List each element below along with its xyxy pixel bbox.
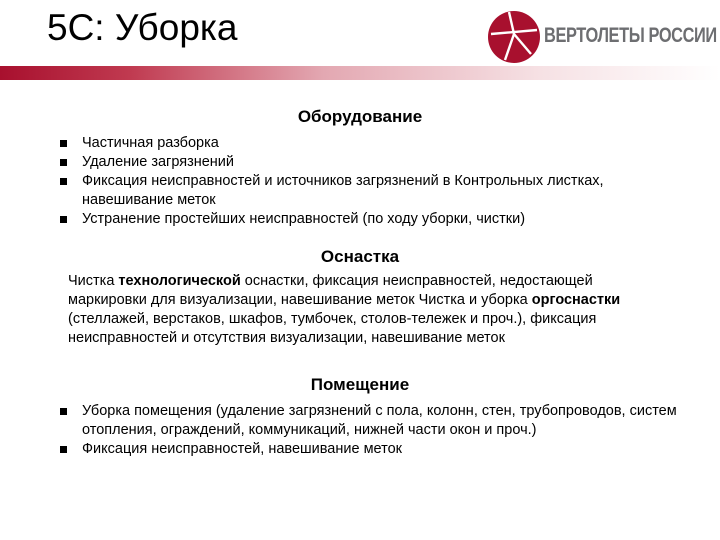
company-logo	[487, 10, 720, 62]
tooling-text: (стеллажей, верстаков, шкафов, тумбочек, столов-тележек и проч.), фиксация неисправностей и отсутствия визуализации, навешивание меток	[68, 311, 597, 346]
room-list	[57, 402, 677, 459]
equipment-list	[57, 134, 677, 229]
room-heading: Помещение	[310, 375, 410, 394]
header-divider-bar	[0, 66, 720, 80]
tooling-bold-term: оргоснастки	[531, 292, 621, 308]
list-item: Уборка помещения (удаление загрязнений с пола, колонн, стен, трубопроводов, систем отопления, ограждений, коммуникаций, нижней части окон и проч.)	[57, 402, 677, 440]
list-item: Фиксация неисправностей и источников загрязнений в Контрольных листках, навешивание меток	[57, 172, 677, 210]
tooling-text: оснастки, фиксация неисправностей, недостающей маркировки для визуализации, навешивание меток Чистка и уборка	[68, 273, 593, 308]
list-item: Фиксация неисправностей, навешивание меток	[57, 440, 677, 459]
list-item: Частичная разборка	[57, 134, 677, 153]
list-item: Удаление загрязнений	[57, 153, 677, 172]
logo-mark-icon	[487, 10, 541, 64]
equipment-heading: Оборудование	[297, 107, 423, 126]
slide-title: 5С: Уборка	[47, 7, 238, 48]
logo-text: ВЕРТОЛЕТЫ РОССИИ	[544, 24, 717, 47]
tooling-paragraph	[68, 272, 658, 348]
tooling-text: Чистка	[68, 273, 119, 289]
list-item: Устранение простейших неисправностей (по ходу уборки, чистки)	[57, 210, 677, 229]
tooling-heading: Оснастка	[320, 247, 400, 266]
tooling-bold-term: технологической	[118, 273, 241, 289]
